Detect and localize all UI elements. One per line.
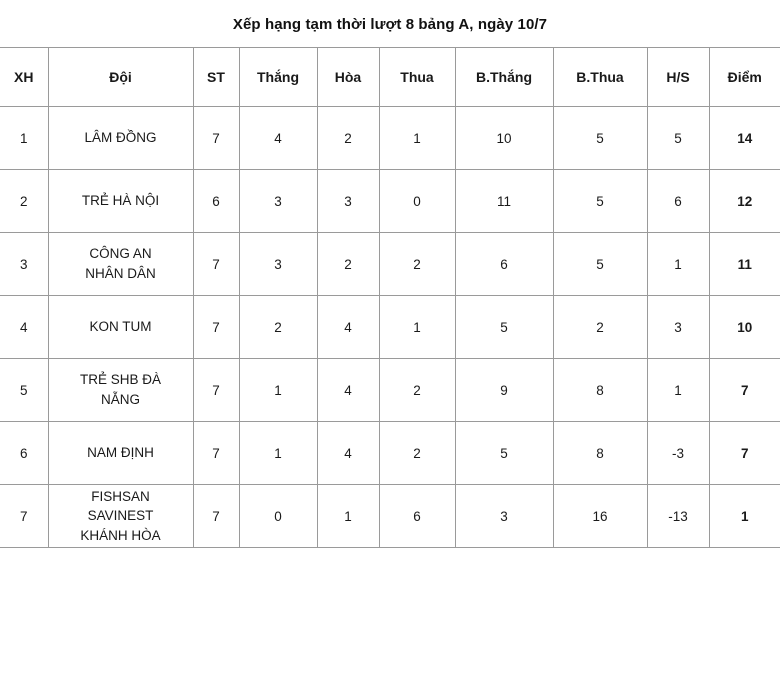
cell-goals-against: 16 <box>553 485 647 548</box>
cell-drawn: 4 <box>317 296 379 359</box>
cell-points: 7 <box>709 359 780 422</box>
team-name-line: KHÁNH HÒA <box>80 527 161 543</box>
cell-played: 7 <box>193 107 239 170</box>
cell-goal-difference: 6 <box>647 170 709 233</box>
team-name-line: NẴNG <box>100 392 140 407</box>
cell-points: 11 <box>709 233 780 296</box>
column-header-goals-for: B.Thắng <box>455 48 553 107</box>
cell-team <box>48 107 193 170</box>
cell-goals-for: 9 <box>455 359 553 422</box>
cell-played: 6 <box>193 170 239 233</box>
team-name-line: FISHSAN <box>91 488 150 504</box>
column-header-goal-difference: H/S <box>647 48 709 107</box>
team-name-line: KON TUM <box>89 319 152 335</box>
cell-won: 4 <box>239 107 317 170</box>
cell-rank: 2 <box>0 170 48 233</box>
cell-goals-against: 5 <box>553 170 647 233</box>
cell-team <box>48 422 193 485</box>
cell-points: 10 <box>709 296 780 359</box>
team-name-line: SAVINEST <box>87 508 154 524</box>
cell-rank: 7 <box>0 485 48 548</box>
cell-team <box>48 170 193 233</box>
cell-rank: 6 <box>0 422 48 485</box>
cell-goals-against: 8 <box>553 422 647 485</box>
cell-played: 7 <box>193 485 239 548</box>
cell-rank: 4 <box>0 296 48 359</box>
cell-won: 0 <box>239 485 317 548</box>
cell-team <box>48 485 193 548</box>
cell-won: 2 <box>239 296 317 359</box>
column-header-played: ST <box>193 48 239 107</box>
cell-drawn: 4 <box>317 359 379 422</box>
team-name-line: LÂM ĐỒNG <box>84 130 157 146</box>
page-title: Xếp hạng tạm thời lượt 8 bảng A, ngày 10/7 <box>232 16 548 33</box>
column-header-goals-against: B.Thua <box>553 48 647 107</box>
team-name-line: NAM ĐỊNH <box>87 445 154 461</box>
team-name-line: NHÂN DÂN <box>85 266 156 281</box>
team-name-line: TRẺ SHB ĐÀ <box>79 372 161 388</box>
cell-goals-against: 5 <box>553 107 647 170</box>
column-header-drawn: Hòa <box>317 48 379 107</box>
table-row <box>0 485 780 548</box>
cell-lost: 1 <box>379 107 455 170</box>
cell-goals-for: 11 <box>455 170 553 233</box>
table-header <box>0 48 780 107</box>
cell-goal-difference: 1 <box>647 359 709 422</box>
cell-drawn: 2 <box>317 233 379 296</box>
cell-goal-difference: 1 <box>647 233 709 296</box>
table-body <box>0 107 780 548</box>
cell-lost: 2 <box>379 233 455 296</box>
cell-won: 1 <box>239 359 317 422</box>
table-row <box>0 359 780 422</box>
cell-goals-for: 10 <box>455 107 553 170</box>
table-row <box>0 107 780 170</box>
cell-played: 7 <box>193 359 239 422</box>
cell-goals-for: 3 <box>455 485 553 548</box>
cell-points: 12 <box>709 170 780 233</box>
cell-points: 14 <box>709 107 780 170</box>
cell-lost: 2 <box>379 359 455 422</box>
cell-won: 1 <box>239 422 317 485</box>
table-row <box>0 233 780 296</box>
header-row <box>0 48 780 107</box>
cell-won: 3 <box>239 233 317 296</box>
cell-goals-against: 2 <box>553 296 647 359</box>
table-row <box>0 296 780 359</box>
cell-points: 7 <box>709 422 780 485</box>
cell-played: 7 <box>193 296 239 359</box>
cell-drawn: 4 <box>317 422 379 485</box>
cell-goal-difference: 5 <box>647 107 709 170</box>
column-header-team: Đội <box>48 48 193 107</box>
cell-rank: 3 <box>0 233 48 296</box>
cell-drawn: 1 <box>317 485 379 548</box>
cell-drawn: 3 <box>317 170 379 233</box>
column-header-lost: Thua <box>379 48 455 107</box>
team-name-line: TRẺ HÀ NỘI <box>81 193 160 209</box>
cell-goal-difference: 3 <box>647 296 709 359</box>
column-header-won: Thắng <box>239 48 317 107</box>
standings-table <box>0 47 780 548</box>
cell-played: 7 <box>193 422 239 485</box>
cell-won: 3 <box>239 170 317 233</box>
cell-goals-against: 5 <box>553 233 647 296</box>
cell-played: 7 <box>193 233 239 296</box>
table-row <box>0 422 780 485</box>
cell-lost: 0 <box>379 170 455 233</box>
cell-rank: 5 <box>0 359 48 422</box>
cell-lost: 6 <box>379 485 455 548</box>
column-header-points: Điểm <box>709 48 780 107</box>
cell-goals-for: 6 <box>455 233 553 296</box>
cell-team <box>48 296 193 359</box>
cell-goal-difference: -13 <box>647 485 709 548</box>
cell-points: 1 <box>709 485 780 548</box>
cell-lost: 2 <box>379 422 455 485</box>
cell-goal-difference: -3 <box>647 422 709 485</box>
cell-team <box>48 359 193 422</box>
column-header-rank: XH <box>0 48 48 107</box>
cell-goals-against: 8 <box>553 359 647 422</box>
cell-lost: 1 <box>379 296 455 359</box>
cell-goals-for: 5 <box>455 296 553 359</box>
cell-team <box>48 233 193 296</box>
cell-rank: 1 <box>0 107 48 170</box>
cell-drawn: 2 <box>317 107 379 170</box>
table-row <box>0 170 780 233</box>
team-name-line: CÔNG AN <box>89 246 152 262</box>
cell-goals-for: 5 <box>455 422 553 485</box>
